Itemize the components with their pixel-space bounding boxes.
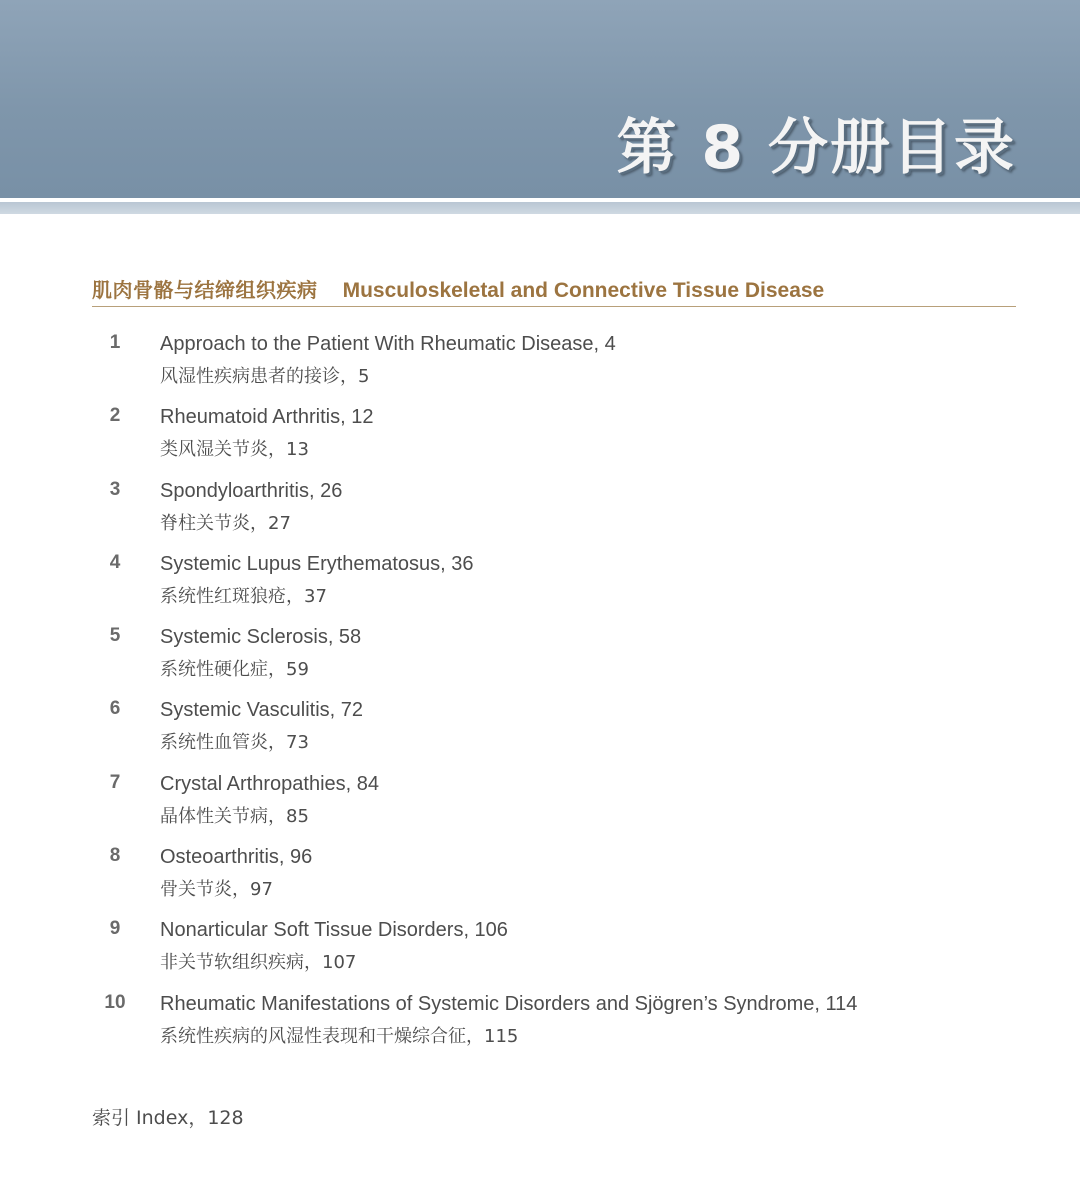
chapter-number: 10 [104,991,126,1013]
chapter-number: 4 [109,551,121,573]
chapter-title-cn: 脊柱关节炎，27 [160,512,291,534]
chapter-number: 2 [109,405,121,427]
chapter-title-cn: 非关节软组织疾病，107 [160,952,357,974]
chapter-title-en: Systemic Vasculitis, 72 [160,699,364,722]
toc-entry[interactable] [92,623,992,696]
chapter-title-cn: 系统性疾病的风湿性表现和干燥综合征，115 [160,1025,519,1047]
table-of-contents [92,330,992,1063]
toc-entry[interactable] [92,330,992,403]
toc-entry[interactable] [92,843,992,916]
chapter-number: 5 [109,625,121,647]
chapter-title-cn: 风湿性疾病患者的接诊，5 [160,366,370,387]
section-title-en: Musculoskeletal and Connective Tissue Disease [342,279,825,302]
chapter-title-en: Approach to the Patient With Rheumatic Disease, 4 [160,333,616,355]
chapter-title-en: Systemic Sclerosis, 58 [160,626,362,649]
chapter-number: 6 [109,698,121,720]
chapter-title-en: Nonarticular Soft Tissue Disorders, 106 [160,919,508,942]
chapter-title-en: Crystal Arthropathies, 84 [160,772,379,795]
chapter-number: 1 [109,332,121,353]
section-title-cn: 肌肉骨骼与结缔组织疾病 [92,278,318,302]
chapter-number: 3 [109,478,121,500]
chapter-title-en: Systemic Lupus Erythematosus, 36 [160,552,474,575]
chapter-title-en: Rheumatoid Arthritis, 12 [160,406,374,429]
toc-entry[interactable] [92,770,992,843]
toc-entry[interactable] [92,696,992,769]
index-entry[interactable]: 索引 Index，128 [92,1107,244,1129]
toc-entry[interactable] [92,550,992,623]
chapter-title-cn: 类风湿关节炎，13 [160,439,309,461]
page-title: 第 8 分册目录 [616,113,1016,183]
chapter-title-cn: 系统性红斑狼疮，37 [160,585,327,607]
banner-divider-shade [0,202,1080,214]
chapter-number: 8 [109,845,121,867]
toc-entry[interactable] [92,916,992,989]
section-heading [92,274,1016,307]
toc-entry[interactable] [92,477,992,550]
chapter-number: 7 [109,771,121,793]
chapter-title-cn: 骨关节炎，97 [160,879,273,901]
chapter-number: 9 [109,918,121,940]
chapter-title-en: Rheumatic Manifestations of Systemic Disorders and Sjögren’s Syndrome, 114 [160,992,858,1015]
toc-entry[interactable] [92,403,992,476]
chapter-title-en: Osteoarthritis, 96 [160,846,313,869]
chapter-title-cn: 晶体性关节病，85 [160,805,309,827]
chapter-title-cn: 系统性血管炎，73 [160,732,309,754]
chapter-title-cn: 系统性硬化症，59 [160,659,309,681]
chapter-title-en: Spondyloarthritis, 26 [160,479,343,502]
toc-entry[interactable] [92,990,992,1063]
